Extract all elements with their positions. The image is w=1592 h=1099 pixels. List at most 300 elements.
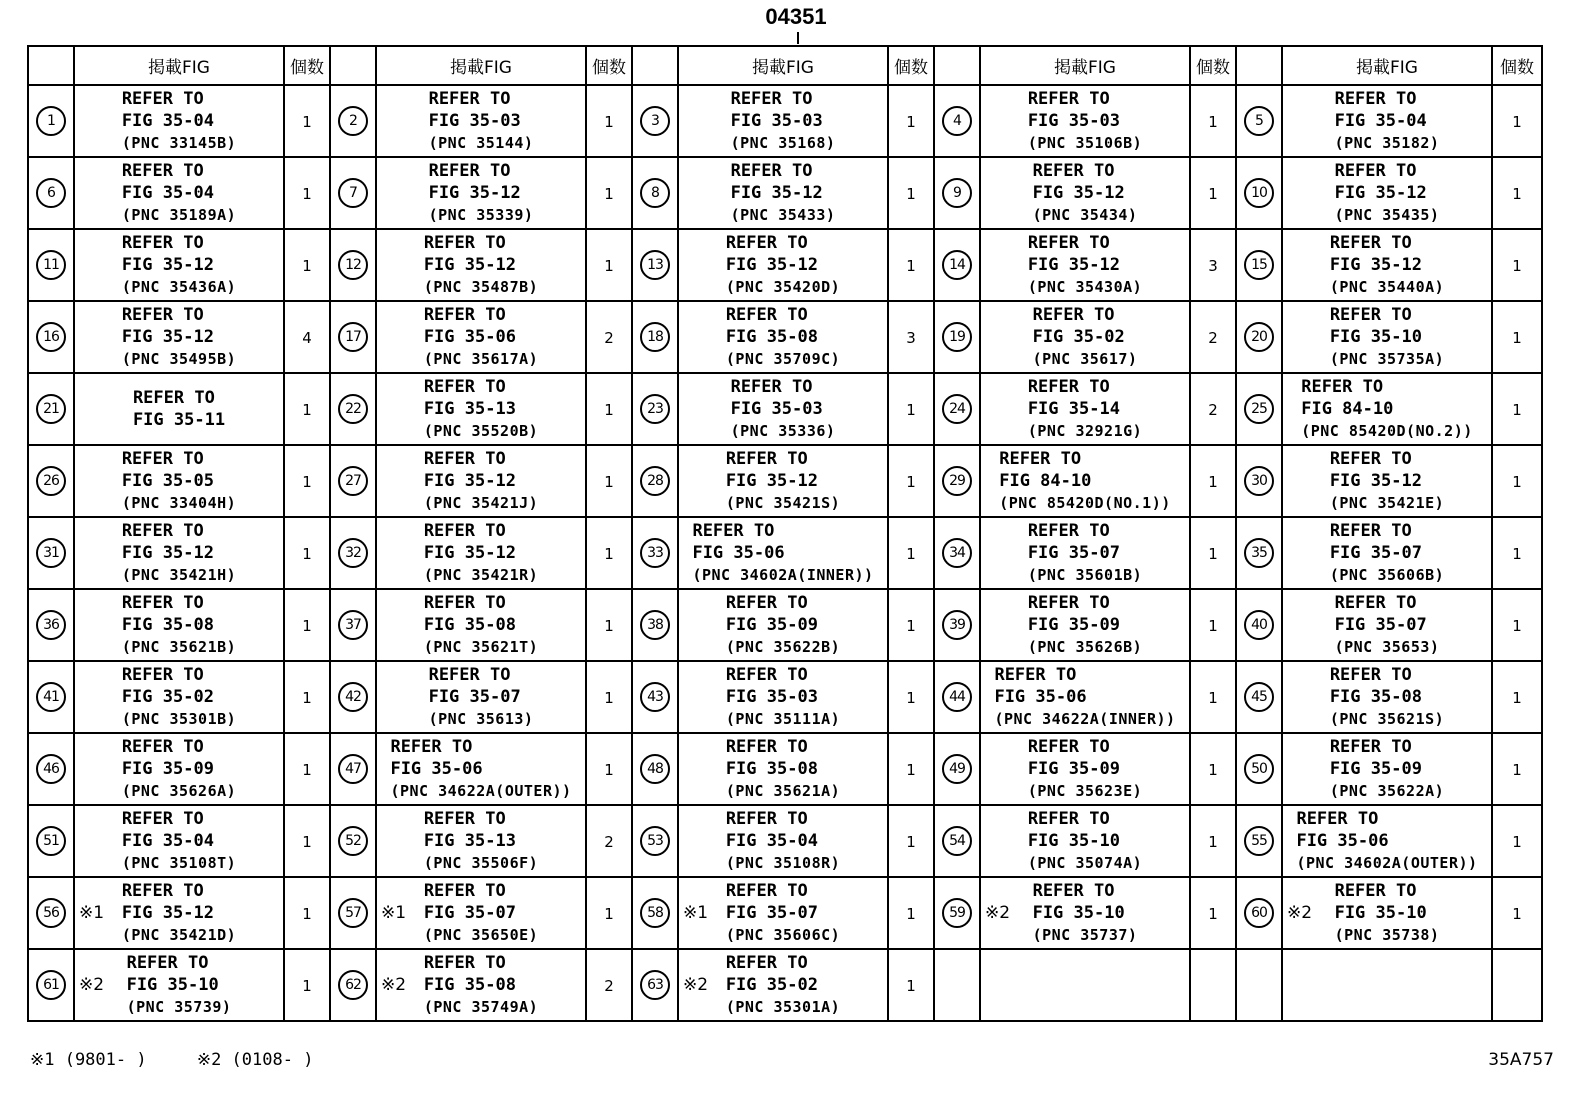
fig-reference-cell [980,157,1190,229]
fig-number-line: FIG 35-08 [121,615,214,635]
callout-number: 39 [942,610,972,640]
callout-number-cell [28,805,74,877]
quantity-cell [1190,229,1236,301]
footnote-mark: ※1 [79,903,105,923]
quantity-value: 1 [604,616,614,635]
callout-number-cell [934,517,980,589]
fig-reference-text [122,88,236,154]
fig-reference-cell [678,301,888,373]
fig-reference-cell [678,877,888,949]
callout-number-cell [632,517,678,589]
fig-reference-cell [1282,373,1492,445]
callout-number-cell [1236,517,1282,589]
pnc-line: (PNC 35111A) [725,710,841,728]
fig-reference-cell [1282,877,1492,949]
quantity-cell [586,85,632,157]
drawing-code: 35A757 [1488,1050,1554,1070]
refer-to-line: REFER TO [1027,89,1110,109]
pnc-line: (PNC 35168) [730,134,836,152]
header-qty-cell: 個数 [888,46,934,85]
quantity-value: 1 [604,256,614,275]
refer-to-line: REFER TO [1027,809,1110,829]
refer-to-line: REFER TO [121,737,204,757]
fig-number-line: FIG 35-07 [1334,615,1427,635]
refer-to-line: REFER TO [1334,881,1417,901]
callout-number-cell [632,589,678,661]
quantity-cell [888,229,934,301]
callout-number-cell [28,661,74,733]
fig-reference-cell [1282,733,1492,805]
quantity-cell [586,517,632,589]
callout-number: 16 [36,322,66,352]
pnc-line: (PNC 35421H) [121,566,237,584]
pnc-line: (PNC 35737) [1032,926,1138,944]
callout-number-cell [934,589,980,661]
callout-number-cell [28,589,74,661]
callout-number-cell [632,445,678,517]
fig-number-line: FIG 35-12 [423,471,516,491]
quantity-cell [586,733,632,805]
callout-number: 55 [1244,826,1274,856]
callout-number: 5 [1244,106,1274,136]
pnc-line: (PNC 35436A) [121,278,237,296]
callout-number-cell [934,661,980,733]
callout-number-cell [1236,877,1282,949]
quantity-cell [888,661,934,733]
fig-reference-text [1335,592,1440,658]
quantity-cell [586,589,632,661]
callout-number: 15 [1244,250,1274,280]
fig-number-line: FIG 35-13 [423,399,516,419]
fig-reference-cell [74,445,284,517]
callout-number: 43 [640,682,670,712]
callout-number: 50 [1244,754,1274,784]
quantity-cell [284,229,330,301]
quantity-value: 1 [1208,688,1218,707]
header-number-cell [330,46,376,85]
callout-number-cell [330,589,376,661]
quantity-cell [284,517,330,589]
fig-number-line: FIG 84-10 [1301,399,1394,419]
callout-number-cell [330,229,376,301]
quantity-value: 1 [1512,832,1522,851]
fig-reference-cell [74,85,284,157]
fig-number-line: FIG 35-07 [725,903,818,923]
quantity-value: 1 [302,400,312,419]
fig-number-line: FIG 35-10 [1032,903,1125,923]
quantity-value: 1 [302,688,312,707]
pnc-line: (PNC 35653) [1334,638,1440,656]
callout-number-cell [934,301,980,373]
pnc-line: (PNC 35735A) [1329,350,1445,368]
pnc-line: (PNC 35606C) [725,926,841,944]
quantity-value: 1 [1208,832,1218,851]
fig-number-line: FIG 35-08 [1329,687,1422,707]
quantity-cell [1190,85,1236,157]
fig-reference-cell [678,949,888,1021]
quantity-value: 1 [604,400,614,419]
fig-reference-text [731,88,836,154]
fig-number-line: FIG 35-04 [121,111,214,131]
quantity-cell [586,661,632,733]
callout-number-cell [330,733,376,805]
callout-number-cell [1236,661,1282,733]
callout-number-cell [934,229,980,301]
callout-number-cell [28,877,74,949]
callout-number-cell [1236,85,1282,157]
refer-to-line: REFER TO [390,737,473,757]
fig-number-line: FIG 35-09 [725,615,818,635]
refer-to-line: REFER TO [423,809,506,829]
fig-reference-cell [1282,301,1492,373]
fig-number-line: FIG 35-07 [428,687,521,707]
callout-number: 34 [942,538,972,568]
callout-number: 42 [338,682,368,712]
quantity-value: 1 [604,904,614,923]
fig-reference-cell [980,85,1190,157]
fig-number-line: FIG 35-08 [423,975,516,995]
quantity-cell [888,805,934,877]
header-qty-cell: 個数 [586,46,632,85]
fig-reference-text [1330,736,1444,802]
callout-number: 9 [942,178,972,208]
fig-reference-text [1330,304,1444,370]
pnc-line: (PNC 35440A) [1329,278,1445,296]
fig-reference-text [429,664,534,730]
pnc-line: (PNC 35421J) [423,494,539,512]
callout-number-cell [1236,373,1282,445]
fig-reference-text [122,304,236,370]
refer-to-line: REFER TO [730,89,813,109]
callout-number-cell [330,373,376,445]
pnc-line: (PNC 35606B) [1329,566,1445,584]
refer-to-line: REFER TO [428,665,511,685]
fig-reference-text [994,664,1175,730]
fig-number-line: FIG 35-07 [1027,543,1120,563]
header-fig-cell: 掲載FIG [678,46,888,85]
pnc-line: (PNC 35108T) [121,854,237,872]
fig-reference-cell [74,877,284,949]
quantity-cell [284,85,330,157]
refer-to-line: REFER TO [725,881,808,901]
quantity-cell [1492,517,1542,589]
fig-number-line: FIG 35-06 [423,327,516,347]
refer-to-line: REFER TO [1329,233,1412,253]
fig-reference-text [1028,232,1142,298]
callout-number: 22 [338,394,368,424]
table-row [28,661,1542,733]
callout-number-cell [28,229,74,301]
quantity-value: 1 [604,112,614,131]
refer-to-line: REFER TO [1027,233,1110,253]
table-row [28,517,1542,589]
fig-reference-cell [74,517,284,589]
quantity-value: 1 [1512,184,1522,203]
pnc-line: (PNC 35421D) [121,926,237,944]
pnc-line: (PNC 35650E) [423,926,539,944]
quantity-value: 4 [302,328,312,347]
quantity-value: 1 [1512,616,1522,635]
fig-number-line: FIG 35-09 [121,759,214,779]
quantity-cell [888,949,934,1021]
quantity-cell [888,373,934,445]
fig-reference-text [692,520,873,586]
quantity-cell [1190,157,1236,229]
pnc-line: (PNC 35621B) [121,638,237,656]
pnc-line: (PNC 35506F) [423,854,539,872]
footnote-mark: ※2 [985,903,1011,923]
fig-reference-cell [376,445,586,517]
pnc-line: (PNC 35336) [730,422,836,440]
fig-number-line: FIG 35-03 [730,399,823,419]
quantity-cell [586,157,632,229]
fig-number-line: FIG 35-04 [121,183,214,203]
callout-number: 35 [1244,538,1274,568]
callout-number-cell [632,229,678,301]
refer-to-line: REFER TO [121,665,204,685]
fig-reference-text [122,160,236,226]
quantity-value: 1 [302,256,312,275]
fig-number-line: FIG 35-04 [725,831,818,851]
callout-number-cell [632,301,678,373]
fig-reference-cell [980,445,1190,517]
quantity-value: 2 [1208,328,1218,347]
fig-reference-text [1028,808,1142,874]
callout-number-cell [934,805,980,877]
fig-reference-cell [678,517,888,589]
fig-reference-text [133,387,225,431]
fig-number-line: FIG 35-04 [121,831,214,851]
refer-to-line: REFER TO [725,953,808,973]
quantity-value: 1 [1512,544,1522,563]
quantity-cell [1492,949,1542,1021]
fig-reference-cell [1282,229,1492,301]
callout-number: 25 [1244,394,1274,424]
pnc-line: (PNC 34622A(OUTER)) [390,782,572,800]
header-fig-cell: 掲載FIG [376,46,586,85]
callout-number: 2 [338,106,368,136]
footnote-mark: ※2 [79,975,105,995]
pnc-line: (PNC 35108R) [725,854,841,872]
fig-reference-cell [980,661,1190,733]
fig-number-line: FIG 35-12 [428,183,521,203]
quantity-cell [284,301,330,373]
refer-to-line: REFER TO [1329,521,1412,541]
pnc-line: (PNC 35739) [126,998,232,1016]
callout-number-cell [934,733,980,805]
fig-number-line: FIG 35-12 [423,255,516,275]
callout-number: 12 [338,250,368,280]
quantity-cell [1190,661,1236,733]
fig-reference-cell [376,517,586,589]
fig-reference-text [1335,88,1440,154]
refer-to-line: REFER TO [121,233,204,253]
fig-number-line: FIG 35-10 [1334,903,1427,923]
quantity-cell [1492,805,1542,877]
fig-reference-text [1335,160,1440,226]
footnote-mark: ※1 [381,903,407,923]
callout-number: 10 [1244,178,1274,208]
quantity-value: 1 [906,400,916,419]
refer-to-line: REFER TO [126,953,209,973]
fig-number-line: FIG 35-02 [121,687,214,707]
table-header-row [28,46,1542,85]
quantity-value: 1 [1512,904,1522,923]
refer-to-line: REFER TO [121,449,204,469]
fig-reference-text [122,232,236,298]
callout-number: 58 [640,898,670,928]
fig-reference-cell [376,229,586,301]
pnc-line: (PNC 32921G) [1027,422,1143,440]
header-number-cell [28,46,74,85]
footnote-mark: ※2 [683,975,709,995]
quantity-value: 1 [906,832,916,851]
refer-to-line: REFER TO [423,881,506,901]
callout-number-cell [934,877,980,949]
callout-number: 44 [942,682,972,712]
quantity-value: 1 [1512,760,1522,779]
callout-number: 4 [942,106,972,136]
fig-reference-cell [376,949,586,1021]
callout-number: 1 [36,106,66,136]
fig-reference-cell [678,445,888,517]
quantity-value: 1 [906,544,916,563]
fig-reference-text [726,952,840,1018]
pnc-line: (PNC 35622A) [1329,782,1445,800]
pnc-line: (PNC 34602A(OUTER)) [1296,854,1478,872]
parts-reference-table [27,45,1543,1022]
quantity-value: 1 [302,976,312,995]
fig-number-line: FIG 35-10 [1329,327,1422,347]
refer-to-line: REFER TO [994,665,1077,685]
refer-to-line: REFER TO [423,953,506,973]
callout-number-cell [1236,949,1282,1021]
fig-reference-cell [980,373,1190,445]
refer-to-line: REFER TO [725,809,808,829]
header-qty-cell: 個数 [1492,46,1542,85]
quantity-cell [1190,877,1236,949]
callout-number-cell [330,445,376,517]
fig-reference-cell [74,301,284,373]
pnc-line: (PNC 35144) [428,134,534,152]
quantity-value: 1 [1208,760,1218,779]
fig-number-line: FIG 35-03 [725,687,818,707]
quantity-value: 1 [1512,256,1522,275]
callout-number-cell [330,661,376,733]
footnote-2: ※2 (0108- ) [196,1050,314,1070]
pnc-line: (PNC 35601B) [1027,566,1143,584]
callout-number: 40 [1244,610,1274,640]
fig-reference-cell [1282,85,1492,157]
callout-number-cell [632,877,678,949]
callout-number-cell [1236,589,1282,661]
fig-number-line: FIG 35-02 [1032,327,1125,347]
refer-to-line: REFER TO [1329,305,1412,325]
quantity-value: 1 [302,832,312,851]
fig-reference-cell [376,589,586,661]
quantity-value: 1 [1512,472,1522,491]
quantity-cell [284,805,330,877]
fig-number-line: FIG 35-03 [730,111,823,131]
header-number-cell [632,46,678,85]
pnc-line: (PNC 35420D) [725,278,841,296]
callout-number: 31 [36,538,66,568]
fig-number-line: FIG 35-08 [725,327,818,347]
callout-number: 45 [1244,682,1274,712]
callout-number: 23 [640,394,670,424]
fig-reference-text [1028,736,1142,802]
quantity-value: 1 [604,544,614,563]
fig-reference-text [424,952,538,1018]
pnc-line: (PNC 35487B) [423,278,539,296]
refer-to-line: REFER TO [1027,593,1110,613]
table-row [28,805,1542,877]
fig-reference-cell [376,157,586,229]
quantity-value: 3 [1208,256,1218,275]
fig-reference-cell [74,949,284,1021]
refer-to-line: REFER TO [121,305,204,325]
pnc-line: (PNC 35613) [428,710,534,728]
fig-number-line: FIG 84-10 [999,471,1092,491]
fig-reference-cell [678,733,888,805]
quantity-cell [1190,301,1236,373]
fig-number-line: FIG 35-04 [1334,111,1427,131]
quantity-value: 1 [604,688,614,707]
fig-reference-text [122,808,236,874]
fig-reference-text [424,520,538,586]
quantity-cell [888,517,934,589]
fig-reference-cell [678,229,888,301]
fig-number-line: FIG 35-02 [725,975,818,995]
callout-number: 48 [640,754,670,784]
quantity-value: 1 [906,760,916,779]
quantity-value: 1 [906,184,916,203]
refer-to-line: REFER TO [428,161,511,181]
fig-reference-text [424,232,538,298]
fig-reference-text [726,232,840,298]
fig-number-line: FIG 35-14 [1027,399,1120,419]
callout-number: 13 [640,250,670,280]
refer-to-line: REFER TO [1329,665,1412,685]
table-row [28,373,1542,445]
refer-to-line: REFER TO [1032,305,1115,325]
refer-to-line: REFER TO [725,737,808,757]
quantity-value: 3 [906,328,916,347]
quantity-value: 1 [302,184,312,203]
quantity-value: 2 [1208,400,1218,419]
header-number-cell [934,46,980,85]
fig-number-line: FIG 35-05 [121,471,214,491]
fig-reference-text [726,808,840,874]
fig-number-line: FIG 35-12 [1329,471,1422,491]
refer-to-line: REFER TO [423,521,506,541]
refer-to-line: REFER TO [1334,89,1417,109]
callout-number: 52 [338,826,368,856]
quantity-cell [1492,445,1542,517]
callout-number-cell [1236,229,1282,301]
quantity-cell [586,949,632,1021]
fig-reference-text [424,808,538,874]
callout-number: 30 [1244,466,1274,496]
quantity-value: 1 [604,760,614,779]
pnc-line: (PNC 35626A) [121,782,237,800]
fig-reference-cell [1282,517,1492,589]
callout-number: 11 [36,250,66,280]
quantity-value: 1 [1208,544,1218,563]
fig-number-line: FIG 35-12 [725,471,818,491]
quantity-value: 1 [906,616,916,635]
callout-number: 61 [36,970,66,1000]
